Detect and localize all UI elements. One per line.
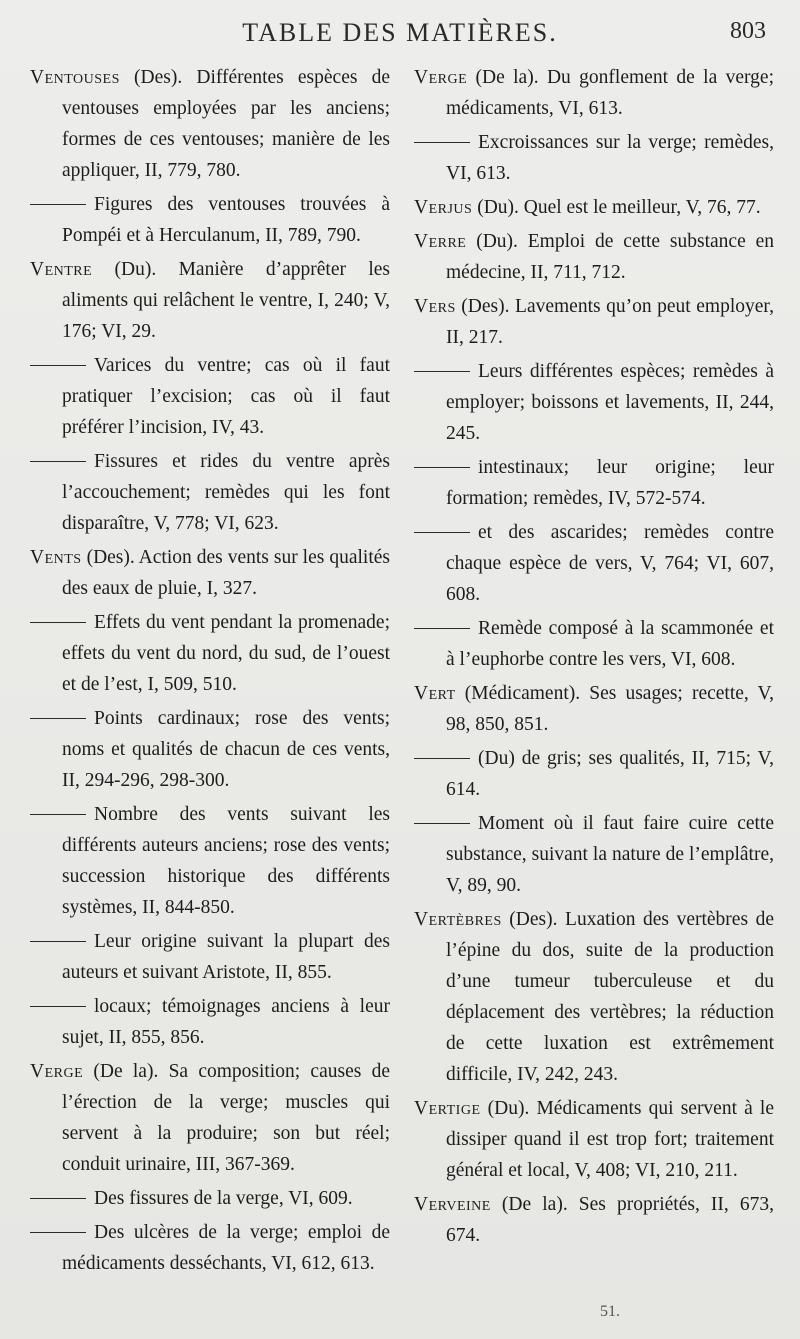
page-header [0, 18, 800, 58]
right-column [414, 62, 774, 1282]
entry-headword: Verjus [414, 197, 473, 218]
entry-text: Fissures et rides du ventre après l’accouchement; remèdes qui les font disparaître, V, 778; VI, 623. [62, 451, 390, 534]
index-entry [414, 192, 774, 223]
ditto-dash [414, 628, 470, 629]
entry-text: Des ulcères de la verge; emploi de médicaments desséchants, VI, 612, 613. [62, 1222, 390, 1274]
index-entry [414, 743, 774, 805]
entry-headword: Verge [414, 67, 468, 88]
entry-text: (Des). Lavements qu’on peut employer, II, 217. [446, 296, 774, 348]
index-entry [30, 1056, 390, 1180]
ditto-dash [30, 1006, 86, 1007]
entry-text: Moment où il faut faire cuire cette substance, suivant la nature de l’emplâtre, V, 89, 90. [446, 813, 774, 896]
index-entry [30, 991, 390, 1053]
page-number: 803 [730, 18, 766, 44]
index-entry [30, 254, 390, 347]
ditto-dash [30, 461, 86, 462]
entry-headword: Ventouses [30, 67, 120, 88]
ditto-dash [30, 204, 86, 205]
index-entry [414, 291, 774, 353]
entry-text: Excroissances sur la verge; remèdes, VI, 613. [446, 132, 774, 184]
entry-headword: Verveine [414, 1194, 491, 1215]
index-entry [414, 1189, 774, 1251]
entry-headword: Vertèbres [414, 909, 502, 930]
index-entry [414, 62, 774, 124]
index-entry [30, 703, 390, 796]
index-entry [414, 808, 774, 901]
index-entry [30, 189, 390, 251]
index-entry [30, 1217, 390, 1279]
index-entry [30, 542, 390, 604]
index-entry [414, 517, 774, 610]
entry-text: (Des). Luxation des vertèbres de l’épine du dos, suite de la production d’une tumeur tuberculeuse et du déplacement des vertèbres; la réduction de cette luxation est extrêmement difficile, IV, 242, 243. [446, 909, 774, 1085]
index-entry [414, 127, 774, 189]
entry-text: Figures des ventouses trouvées à Pompéi et à Herculanum, II, 789, 790. [62, 194, 390, 246]
entry-text: (Du). Quel est le meilleur, V, 76, 77. [472, 197, 761, 218]
entry-headword: Verge [30, 1061, 84, 1082]
index-entry [414, 904, 774, 1090]
index-entry [30, 926, 390, 988]
ditto-dash [414, 142, 470, 143]
ditto-dash [414, 532, 470, 533]
ditto-dash [30, 622, 86, 623]
ditto-dash [30, 1198, 86, 1199]
entry-text: Nombre des vents suivant les différents auteurs anciens; rose des vents; succession historique des différents systèmes, II, 844-850. [62, 804, 390, 918]
index-entry [414, 678, 774, 740]
index-columns [30, 62, 774, 1282]
entry-text: (Du). Médicaments qui servent à le dissiper quand il est trop fort; traitement général et local, V, 408; VI, 210, 211. [446, 1098, 774, 1181]
index-entry [30, 62, 390, 186]
entry-text: Points cardinaux; rose des vents; noms et qualités de chacun de ces vents, II, 294-296, 298-300. [62, 708, 390, 791]
entry-headword: Vert [414, 683, 456, 704]
entry-text: (De la). Sa composition; causes de l’érection de la verge; muscles qui servent à la produire; son but réel; conduit urinaire, III, 367-369. [62, 1061, 390, 1175]
entry-headword: Ventre [30, 259, 93, 280]
entry-text: Leur origine suivant la plupart des auteurs et suivant Aristote, II, 855. [62, 931, 390, 983]
entry-text: (Du). Manière d’apprêter les aliments qui relâchent le ventre, I, 240; V, 176; VI, 29. [62, 259, 390, 342]
index-entry [30, 350, 390, 443]
entry-headword: Vents [30, 547, 82, 568]
entry-text: (Du) de gris; ses qualités, II, 715; V, 614. [446, 748, 774, 800]
index-entry [30, 1183, 390, 1214]
index-entry [30, 607, 390, 700]
ditto-dash [30, 814, 86, 815]
entry-text: locaux; témoignages anciens à leur sujet, II, 855, 856. [62, 996, 390, 1048]
ditto-dash [414, 371, 470, 372]
ditto-dash [30, 718, 86, 719]
ditto-dash [414, 467, 470, 468]
index-entry [30, 446, 390, 539]
entry-text: et des ascarides; remèdes contre chaque espèce de vers, V, 764; VI, 607, 608. [446, 522, 774, 605]
entry-text: Effets du vent pendant la promenade; effets du vent du nord, du sud, de l’ouest et de l’est, I, 509, 510. [62, 612, 390, 695]
entry-text: (Du). Emploi de cette substance en médecine, II, 711, 712. [446, 231, 774, 283]
index-entry [414, 226, 774, 288]
entry-text: (Médicament). Ses usages; recette, V, 98, 850, 851. [446, 683, 774, 735]
index-entry [30, 799, 390, 923]
running-title: TABLE DES MATIÈRES. [242, 18, 558, 47]
ditto-dash [30, 941, 86, 942]
index-entry [414, 1093, 774, 1186]
entry-headword: Vers [414, 296, 456, 317]
left-column [30, 62, 390, 1282]
entry-headword: Vertige [414, 1098, 481, 1119]
entry-text: Leurs différentes espèces; remèdes à employer; boissons et lavements, II, 244, 245. [446, 361, 774, 444]
entry-text: Remède composé à la scammonée et à l’euphorbe contre les vers, VI, 608. [446, 618, 774, 670]
entry-text: (Des). Différentes espèces de ventouses employées par les anciens; formes de ces ventouses; manière de les appliquer, II, 779, 780. [62, 67, 390, 181]
entry-text: Varices du ventre; cas où il faut pratiquer l’excision; cas où il faut préférer l’incision, IV, 43. [62, 355, 390, 438]
entry-text: (Des). Action des vents sur les qualités des eaux de pluie, I, 327. [62, 547, 390, 599]
signature-mark: 51. [600, 1303, 620, 1320]
entry-text: (De la). Du gonflement de la verge; médicaments, VI, 613. [446, 67, 774, 119]
index-entry [414, 613, 774, 675]
entry-text: (De la). Ses propriétés, II, 673, 674. [446, 1194, 774, 1246]
index-entry [414, 356, 774, 449]
ditto-dash [414, 823, 470, 824]
ditto-dash [30, 365, 86, 366]
ditto-dash [414, 758, 470, 759]
entry-text: Des fissures de la verge, VI, 609. [94, 1188, 353, 1209]
entry-headword: Verre [414, 231, 467, 252]
entry-text: intestinaux; leur origine; leur formation; remèdes, IV, 572-574. [446, 457, 774, 509]
ditto-dash [30, 1232, 86, 1233]
index-entry [414, 452, 774, 514]
